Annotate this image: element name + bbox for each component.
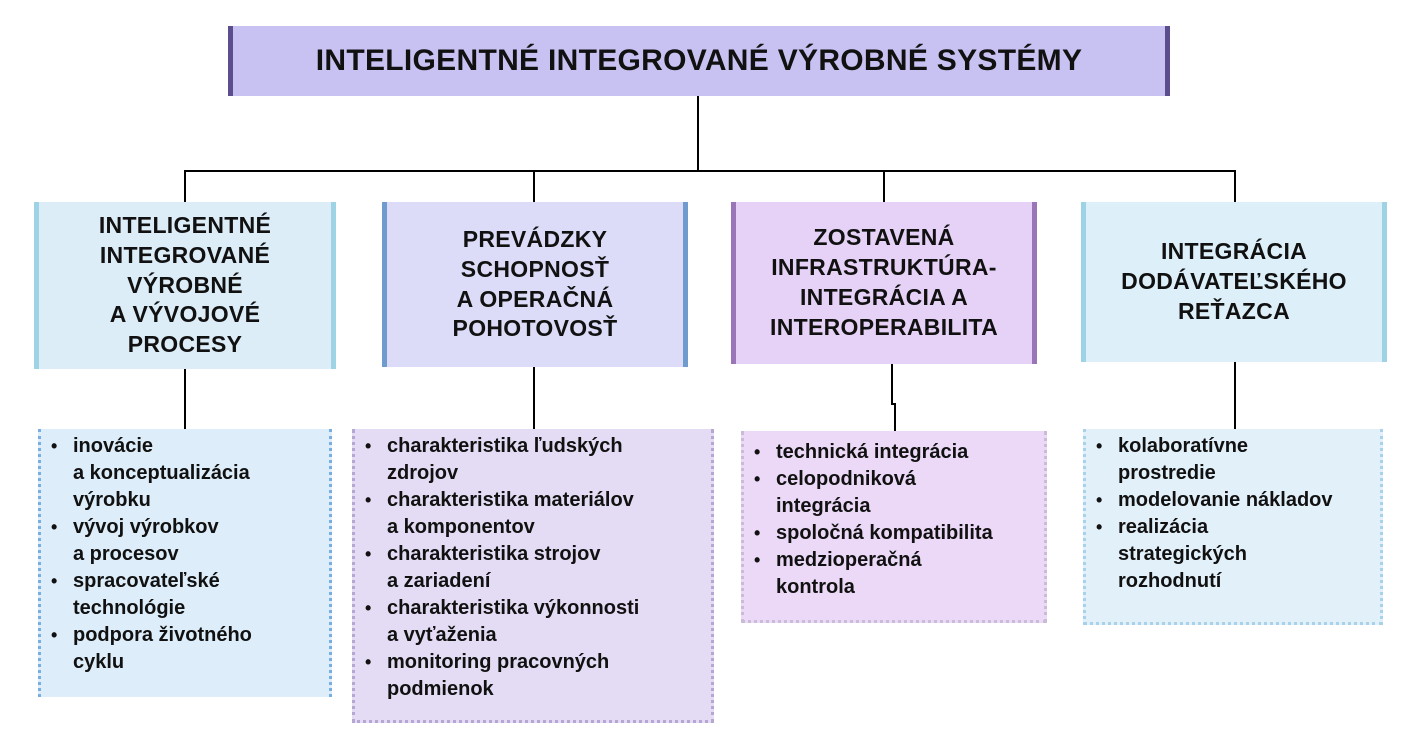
- list-item-text: zdrojov: [387, 462, 459, 484]
- list-item: [41, 622, 329, 676]
- category-4-line-3: REŤAZCA: [1178, 297, 1290, 324]
- list-item-text: prostredie: [1118, 462, 1216, 484]
- category-box-3: [731, 202, 1037, 364]
- list-item: [355, 487, 711, 541]
- connector-root-stem: [697, 96, 699, 171]
- bullet-icon: •: [365, 544, 372, 564]
- bullet-icon: •: [1096, 436, 1103, 456]
- category-1-line-3: VÝROBNÉ: [127, 271, 243, 298]
- bullet-icon: •: [754, 550, 761, 570]
- list-item-text: integrácia: [776, 495, 871, 517]
- bullet-icon: •: [51, 571, 58, 591]
- list-item: [41, 514, 329, 568]
- category-2-line-1: PREVÁDZKY: [462, 225, 608, 252]
- category-3-line-2: INFRASTRUKTÚRA-: [771, 254, 997, 281]
- bullet-icon: •: [51, 517, 58, 537]
- bullet-list-4: [1083, 429, 1383, 625]
- category-4-line-2: DODÁVATEĽSKÉHO: [1121, 268, 1347, 295]
- connector-cat1-list: [184, 369, 186, 429]
- bullet-list-2: [352, 429, 714, 723]
- list-item-text: monitoring pracovných: [387, 651, 610, 673]
- bullet-icon: •: [365, 652, 372, 672]
- category-label-3: [770, 223, 998, 343]
- list-item-text: výrobku: [73, 489, 151, 511]
- list-item-text: strategických: [1118, 543, 1247, 565]
- list-item-text: technická integrácia: [776, 441, 969, 463]
- list-item-text: spracovateľské: [73, 570, 220, 592]
- category-1-line-4: A VÝVOJOVÉ: [109, 301, 261, 328]
- list-item-text: spoločná kompatibilita: [776, 522, 993, 544]
- list-item: [744, 547, 1044, 601]
- category-4-line-1: INTEGRÁCIA: [1160, 238, 1308, 265]
- category-3-line-3: INTEGRÁCIA A: [799, 284, 968, 310]
- list-item-text: charakteristika materiálov: [387, 489, 634, 511]
- category-1-line-2: INTEGROVANÉ: [99, 241, 271, 268]
- list-item-text: inovácie: [73, 435, 154, 457]
- connector-drop-2: [533, 170, 535, 202]
- category-box-1: [34, 202, 336, 369]
- category-2-line-2: SCHOPNOSŤ: [460, 255, 610, 282]
- bullet-icon: •: [754, 442, 761, 462]
- list-item: [41, 433, 329, 514]
- connector-cat3-list-c: [894, 403, 896, 431]
- list-item-text: vývoj výrobkov: [73, 516, 219, 538]
- diagram-title: INTELIGENTNÉ INTEGROVANÉ VÝROBNÉ SYSTÉMY: [315, 44, 1083, 77]
- list-item-text: podpora životného: [73, 624, 252, 646]
- category-label-1: [99, 211, 271, 360]
- category-3-line-4: INTEROPERABILITA: [770, 313, 998, 340]
- category-1-line-1: INTELIGENTNÉ: [98, 211, 272, 238]
- connector-cat4-list: [1234, 362, 1236, 429]
- list-item-text: realizácia: [1118, 516, 1209, 538]
- list-item: [1086, 433, 1380, 487]
- list-item-text: medzioperačná: [776, 549, 922, 571]
- bullet-icon: •: [754, 523, 761, 543]
- list-item: [744, 520, 1044, 547]
- list-item-text: a zariadení: [387, 570, 491, 592]
- list-item-text: charakteristika strojov: [387, 543, 601, 565]
- category-box-4: [1081, 202, 1387, 362]
- list-item-text: a procesov: [73, 543, 179, 565]
- category-1-line-5: PROCESY: [127, 331, 243, 358]
- list-item-text: kontrola: [776, 576, 855, 598]
- bullet-list-3: [741, 431, 1047, 623]
- bullet-icon: •: [754, 469, 761, 489]
- list-item-text: technológie: [73, 597, 186, 619]
- list-item-text: cyklu: [73, 651, 125, 673]
- list-item: [355, 433, 711, 487]
- connector-drop-4: [1234, 170, 1236, 202]
- list-item: [744, 466, 1044, 520]
- bullet-icon: •: [1096, 490, 1103, 510]
- category-box-2: [382, 202, 688, 367]
- list-item-text: a komponentov: [387, 516, 535, 538]
- list-item: [1086, 514, 1380, 595]
- list-item: [41, 568, 329, 622]
- bullet-icon: •: [365, 436, 372, 456]
- bullet-icon: •: [365, 490, 372, 510]
- list-item-text: kolaboratívne: [1118, 435, 1249, 457]
- connector-cat3-list-a: [891, 364, 893, 404]
- list-item-text: modelovanie nákladov: [1118, 489, 1333, 511]
- bullet-icon: •: [365, 598, 372, 618]
- diagram-title-box: [228, 26, 1170, 96]
- category-3-line-1: ZOSTAVENÁ: [813, 224, 955, 251]
- list-item-text: charakteristika ľudských: [387, 435, 623, 457]
- connector-horizontal: [184, 170, 1236, 172]
- list-item-text: charakteristika výkonnosti: [387, 597, 640, 619]
- category-2-line-4: POHOTOVOSŤ: [452, 315, 618, 342]
- category-label-4: [1121, 237, 1347, 327]
- bullet-icon: •: [51, 436, 58, 456]
- connector-cat2-list: [533, 367, 535, 429]
- list-item-text: a konceptualizácia: [73, 462, 250, 484]
- list-item-text: a vyťaženia: [387, 624, 497, 646]
- category-2-line-3: A OPERAČNÁ: [456, 285, 614, 312]
- connector-drop-1: [184, 170, 186, 202]
- list-item-text: podmienok: [387, 678, 494, 700]
- list-item: [355, 595, 711, 649]
- list-item: [355, 541, 711, 595]
- connector-drop-3: [883, 170, 885, 202]
- bullet-icon: •: [1096, 517, 1103, 537]
- list-item-text: rozhodnutí: [1118, 570, 1222, 592]
- list-item: [744, 439, 1044, 466]
- category-label-2: [453, 225, 618, 345]
- bullet-icon: •: [51, 625, 58, 645]
- bullet-list-1: [38, 429, 332, 697]
- list-item-text: celopodniková: [776, 468, 917, 490]
- list-item: [1086, 487, 1380, 514]
- list-item: [355, 649, 711, 703]
